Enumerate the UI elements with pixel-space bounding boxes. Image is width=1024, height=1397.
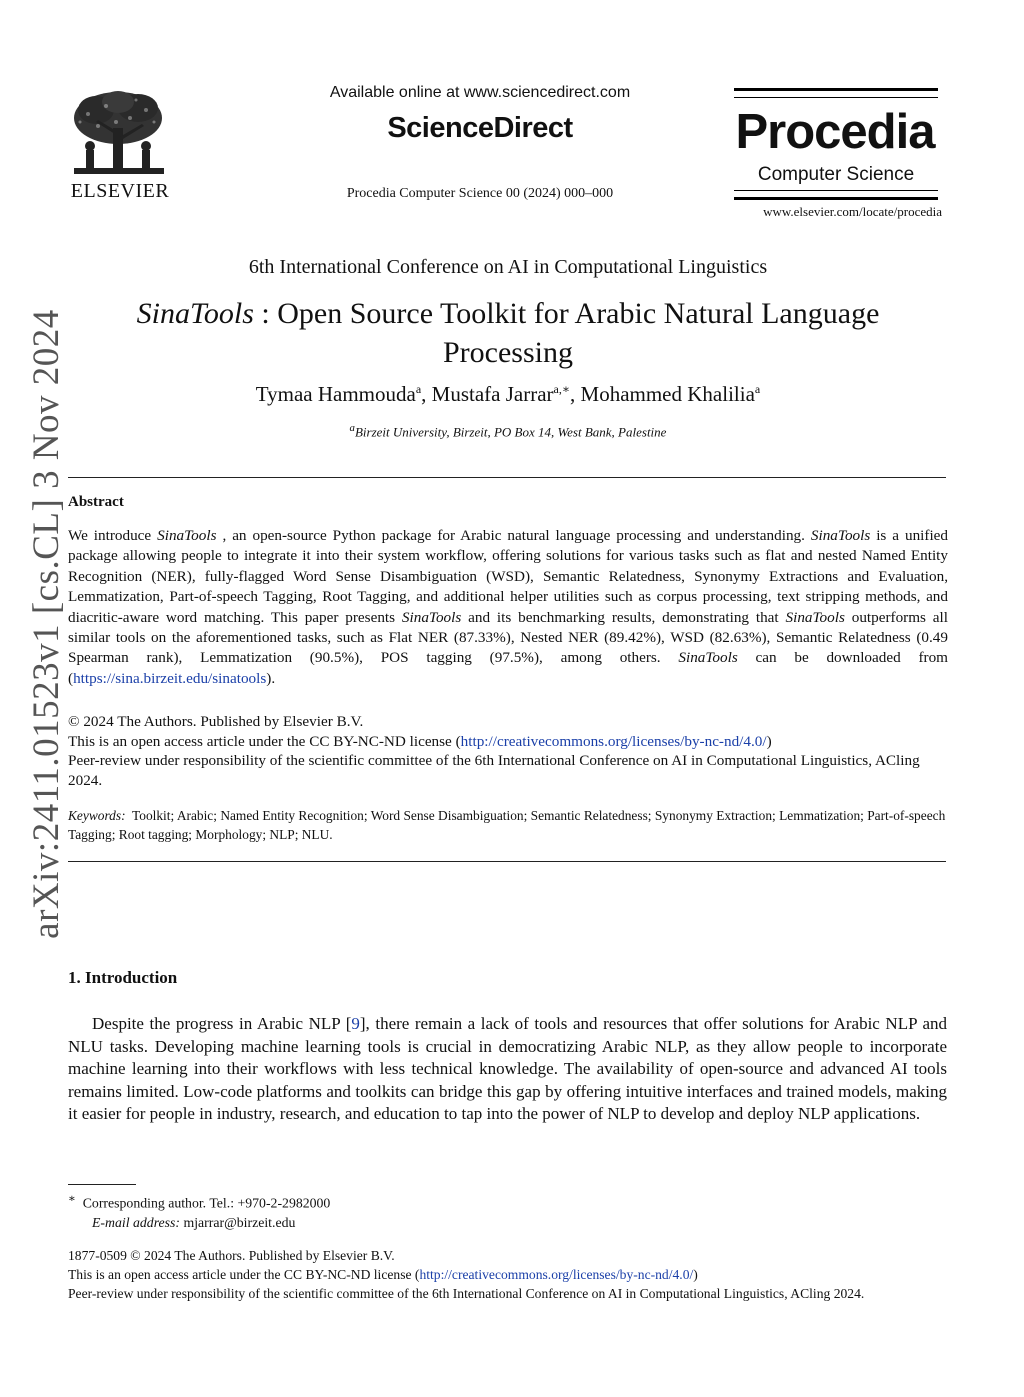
author-name: Mohammed Khalilia: [580, 382, 755, 406]
arxiv-stamp: arXiv:2411.01523v1 [cs.CL] 3 Nov 2024: [26, 309, 67, 939]
email-address: mjarrar@birzeit.edu: [183, 1214, 296, 1230]
affiliation-mark: a: [349, 422, 355, 434]
procedia-brand: Procedia: [735, 105, 935, 159]
rule-top: [68, 477, 946, 478]
sciencedirect-brand: ScienceDirect: [387, 112, 573, 144]
procedia-url: www.elsevier.com/locate/procedia: [763, 204, 942, 219]
affiliation: [0, 422, 1016, 440]
keywords: [68, 806, 952, 844]
copyright-line: © 2024 The Authors. Published by Elsevier B.V.: [68, 713, 364, 730]
footnote-rule: [68, 1184, 136, 1185]
citation-link[interactable]: 9: [351, 1014, 360, 1033]
author-affil-mark: a,∗: [553, 382, 571, 396]
rule-bottom: [68, 861, 946, 862]
footer-license-text: ): [693, 1266, 698, 1282]
abstract-text: can be downloaded from (: [68, 649, 948, 687]
sinatools-link[interactable]: https://sina.birzeit.edu/sinatools: [73, 669, 267, 687]
section-heading: 1. Introduction: [68, 968, 178, 987]
abstract-text: , an open-source Python package for Arabic natural language processing and understanding.: [216, 527, 811, 544]
footer-peer-review: Peer-review under responsibility of the scientific committee of the 6th International Conference on AI in Computational Linguistics, ACling 2024.: [68, 1285, 865, 1301]
paper-title: [100, 294, 916, 372]
abstract-text: outperforms all similar tools on the aforementioned tasks, such as Flat NER (87.33%), Nested NER (89.42%), WSD (82.63%), Semantic Relatedness (0.49 Spearman rank), Lemmatization (90.5%), POS tagging (97.5%), among others.: [68, 608, 948, 667]
abstract-body: [68, 526, 948, 689]
issn-line: 1877-0509 © 2024 The Authors. Published by Elsevier B.V.: [68, 1248, 395, 1263]
footnote: [68, 1190, 568, 1232]
intro-text: ], there remain a lack of tools and resources that offer solutions for Arabic NLP and NLU tasks. Developing machine learning tools is crucial in democratizing Arabic NLP, as they allow people to incorporate machine learning into their workflows with less technical knowledge. The availability of open-source and advanced AI tools remains limited. Low-code platforms and toolkits can bridge this gap by offering intuitive interfaces and trained models, making it easier for people in industry, research, and education to tap into the power of NLP to develop and deploy NLP applications.: [68, 1014, 948, 1124]
toolname: SinaTools: [678, 649, 738, 667]
license-link[interactable]: http://creativecommons.org/licenses/by-nc-nd/4.0/: [460, 732, 767, 750]
title-toolname: SinaTools: [136, 297, 254, 330]
toolname: SinaTools: [157, 527, 217, 544]
intro-paragraph: [68, 1013, 947, 1126]
abstract-heading: Abstract: [68, 494, 124, 510]
intro-text: Despite the progress in Arabic NLP [: [92, 1014, 352, 1033]
email-label: E-mail address:: [92, 1214, 181, 1230]
footer-license-link[interactable]: http://creativecommons.org/licenses/by-nc-nd/4.0/: [419, 1266, 694, 1282]
author-affil-mark: a: [754, 382, 761, 396]
license-line: [68, 732, 952, 752]
email-line: [68, 1213, 568, 1232]
keywords-label: Keywords:: [68, 808, 126, 823]
affiliation-text: Birzeit University, Birzeit, PO Box 14, West Bank, Palestine: [354, 424, 667, 440]
abstract-text: We introduce: [68, 527, 158, 544]
author-list: Tymaa Hammouda$^a$, Mustafa Jarrar$^{a,∗}$, Mohammed Khalilia$^a$: [255, 382, 761, 406]
author-name: Tymaa Hammouda: [255, 382, 416, 406]
abstract-text: ).: [266, 669, 276, 687]
abstract-text: is a unified package allowing people to integrate it into their system workflow, offering solutions for various tasks such as flat and nested Named Entity Recognition (NER), fully-flagged Word Sense Disambiguation (WSD), Semantic Relatedness, Synonymy Extractions and Evaluation, Lemmatization, Part-of-speech Tagging, Root Tagging, and additional helper utilities such as corpus processing, text stripping methods, and diacritic-aware word matching. This paper presents: [68, 527, 949, 626]
procedia-subtitle: Computer Science: [757, 164, 915, 185]
rights-block: [68, 712, 952, 790]
procedia-rule-bottom: [734, 190, 938, 200]
corresponding-author: [68, 1190, 568, 1213]
author-name: Mustafa Jarrar: [431, 382, 554, 406]
page-footer: [68, 1247, 952, 1303]
title-rest: : Open Source Toolkit for Arabic Natural Language Processing: [253, 297, 880, 369]
abstract-text: and its benchmarking results, demonstrating that: [461, 608, 786, 626]
available-online-line: Available online at www.sciencedirect.com: [329, 84, 631, 101]
license-text: ): [766, 732, 772, 750]
toolname: SinaTools: [785, 608, 845, 626]
footnote-mark: ∗: [68, 1193, 76, 1205]
footer-license-text: This is an open access article under the CC BY-NC-ND license (: [68, 1266, 420, 1282]
procedia-rule-top: [734, 88, 938, 98]
footer-license-line: [68, 1266, 952, 1285]
corresponding-text: Corresponding author. Tel.: +970-2-2982000: [82, 1195, 331, 1211]
license-text: This is an open access article under the CC BY-NC-ND license (: [68, 732, 461, 750]
peer-review-line: Peer-review under responsibility of the scientific committee of the 6th International Conference on AI in Computational Linguistics, ACling 2024.: [68, 752, 920, 789]
toolname: SinaTools: [401, 608, 462, 626]
conference-name: 6th International Conference on AI in Computational Linguistics: [248, 256, 768, 278]
keywords-text: Toolkit; Arabic; Named Entity Recognition; Word Sense Disambiguation; Semantic Relatedness; Synonymy Extraction; Lemmatization; Part-of-speech Tagging; Root tagging; Morphology; NLP; NLU.: [68, 808, 946, 842]
toolname: SinaTools: [810, 527, 871, 544]
author-affil-mark: a: [415, 382, 422, 396]
journal-line: Procedia Computer Science 00 (2024) 000–000: [346, 186, 614, 201]
elsevier-wordmark: ELSEVIER: [70, 180, 170, 202]
